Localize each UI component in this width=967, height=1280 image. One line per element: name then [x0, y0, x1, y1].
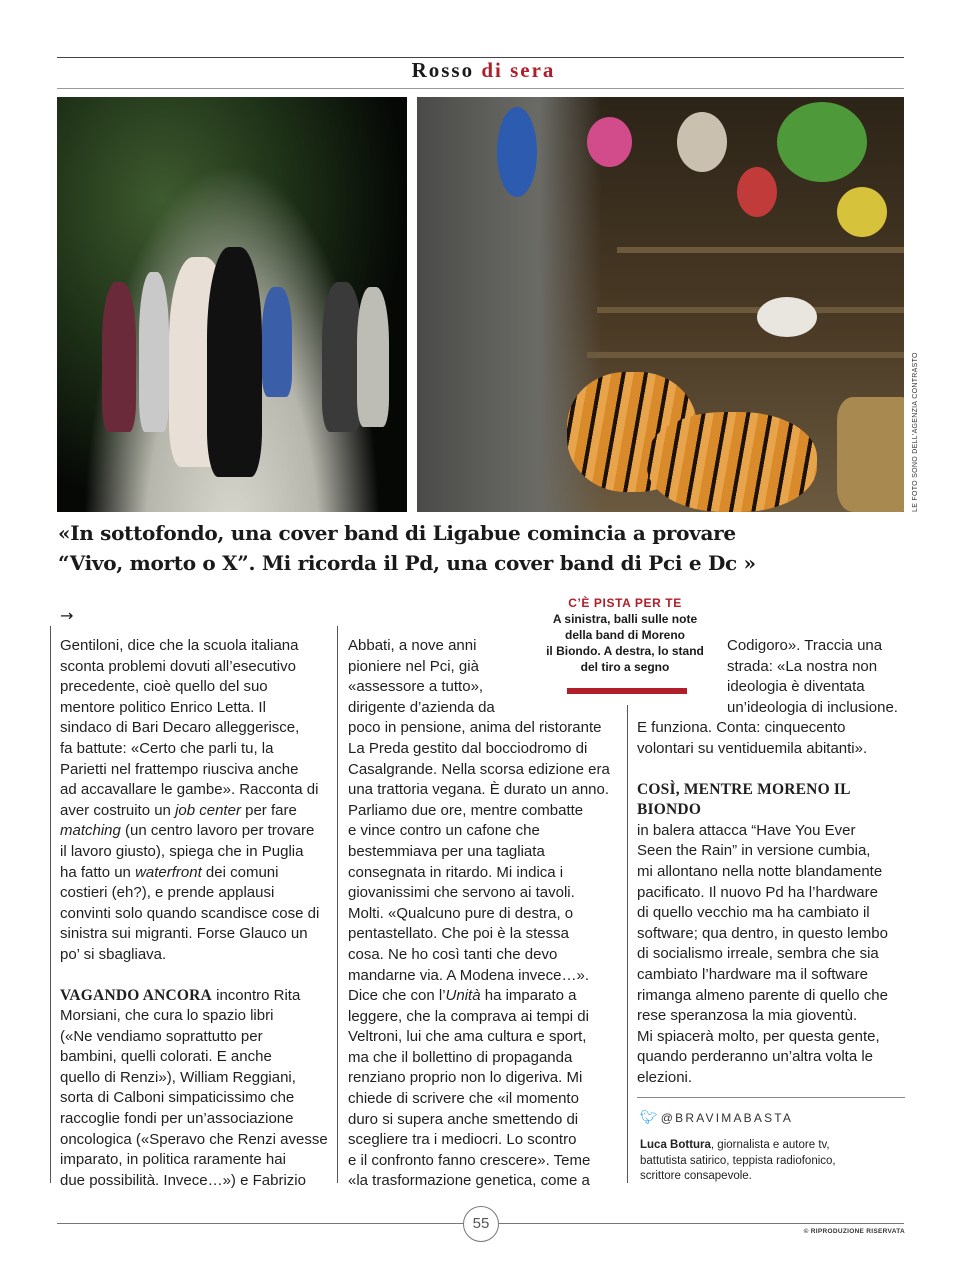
photo-dancers — [57, 97, 407, 512]
article-column-3 — [637, 636, 912, 1088]
photo-caption-line: A sinistra, balli sulle note — [552, 612, 698, 626]
paragraph-lead-in: VAGANDO ANCORA — [60, 986, 212, 1004]
signature-rule — [637, 1097, 905, 1098]
twitter-handle[interactable]: 🐦︎ @BRAVIMABASTA — [640, 1109, 794, 1125]
photo-caption-line: il Biondo. A destra, lo stand — [546, 644, 704, 658]
photo-caption-line: del tiro a segno — [580, 660, 670, 674]
copyright-notice: © RIPRODUZIONE RISERVATA — [803, 1228, 905, 1235]
column-divider-left — [50, 626, 51, 1183]
continue-arrow-icon: → — [60, 606, 74, 625]
photo-credit: LE FOTO SONO DELL'AGENZIA CONTRASTO — [912, 352, 919, 512]
photo-caption-title: C’È PISTA PER TE — [568, 596, 682, 610]
article-column-1 — [60, 636, 336, 1191]
page-number: 55 — [463, 1206, 499, 1242]
column3-paragraph-2: COSÌ, MENTRE MORENO IL BIONDO in balera attacca “Have You Ever Seen the Rain” in versione cumbia, mi allontano nella notte blandamente pacificato. Il nuovo Pd ha l’hardware di quello vecchio ma ha cambiato il software; qua dentro, in questo lembo di socialismo irreale, sembra che sia cambiato l’hardware ma il software rimanga almeno parente di quello che rese speranzosa la mia gioventù. Mi spiacerà molto, per questa gente, quando perderanno un’altra volta le elezioni. — [637, 780, 888, 1086]
section-title-part1: Rosso — [411, 58, 475, 82]
column2-paragraph: Abbati, a nove anni pioniere nel Pci, già «assessore a tutto», dirigente d’azienda da poco in pensione, anima del ristorante La Preda gestito dal bocciodromo di Casalgrande. Nella scorsa edizione era una trattoria vegana. È durato un anno. Parliamo due ore, mentre combatte e vince contro un cafone che bestemmiava per una tagliata consegnata in ritardo. Mi indica i giovanissimi che servono ai tavoli. Molti. «Qualcuno pure di destra, o pentastellato. Che poi è la stessa cosa. Ne ho così tanti che devo mandarne via. A Modena invece…». Dice che con l’Unità ha imparato a leggere, che la comprava ai tempi di Veltroni, lui che ama cultura e sport, ma che il bollettino di propaganda renziano proprio non lo digeriva. Mi chiede di scrivere che «il momento duro si supera anche smettendo di scegliere tra i mediocri. Lo scontro e il confronto fanno crescere». Teme «la trasformazione genetica, come a — [348, 637, 610, 1190]
author-bio: Luca Bottura, giornalista e autore tv, battutista satirico, teppista radiofonico, scrittore consapevole. — [640, 1139, 836, 1182]
article-column-2 — [348, 636, 626, 1192]
column1-paragraph-2: VAGANDO ANCORA incontro Rita Morsiani, che cura lo spazio libri («Ne vendiamo soprattutto per bambini, quelli colorati. E anche quello di Renzi»), William Reggiani, sorta di Calboni simpaticissimo che raccoglie fondi per un’associazione oncologica («Speravo che Renzi avesse imparato, in politica raramente hai due possibilità. Invece…») e Fabrizio — [60, 986, 328, 1189]
photo-shooting-stand — [417, 97, 904, 512]
photo-caption-line: della band di Moreno — [564, 628, 685, 642]
pull-quote-line-2: “Vivo, morto o X”. Mi ricorda il Pd, una cover band di Pci e Dc » — [58, 551, 756, 575]
pull-quote-line-1: «In sottofondo, una cover band di Ligabue comincia a provare — [58, 521, 736, 545]
column3-paragraph-1: Codigoro». Traccia una strada: «La nostra non ideologia è diventata un’ideologia di inclusione. E funziona. Conta: cinquecento volontari su ventiduemila abitanti». — [637, 637, 898, 757]
paragraph-lead-in: COSÌ, MENTRE MORENO IL BIONDO — [637, 780, 850, 819]
column-divider-2 — [627, 705, 628, 1183]
pull-quote — [58, 518, 908, 578]
twitter-bird-icon: 🐦︎ — [640, 1109, 658, 1125]
column-divider-1 — [337, 626, 338, 1183]
author-name: Luca Bottura — [640, 1139, 711, 1151]
section-title-part2: di sera — [481, 58, 556, 82]
header-rule — [57, 88, 904, 89]
column1-paragraph-1: Gentiloni, dice che la scuola italiana sconta problemi dovuti all’esecutivo precedente, cioè quello del suo mentore politico Enrico Letta. Il sindaco di Bari Decaro alleggerisce, fa battute: «Certo che parli tu, la Parietti nel frattempo riusciva anche ad accavallare le gambe». Racconta di aver costruito un job center per fare matching (un centro lavoro per trovare il lavoro giusto), spiega che in Puglia ha fatto un waterfront dei comuni costieri (eh?), e prende applausi convinti solo quando scandisce cose di sinistra sui migranti. Forse Glauco un po’ si sbagliava. — [60, 637, 320, 963]
section-title — [0, 58, 967, 83]
